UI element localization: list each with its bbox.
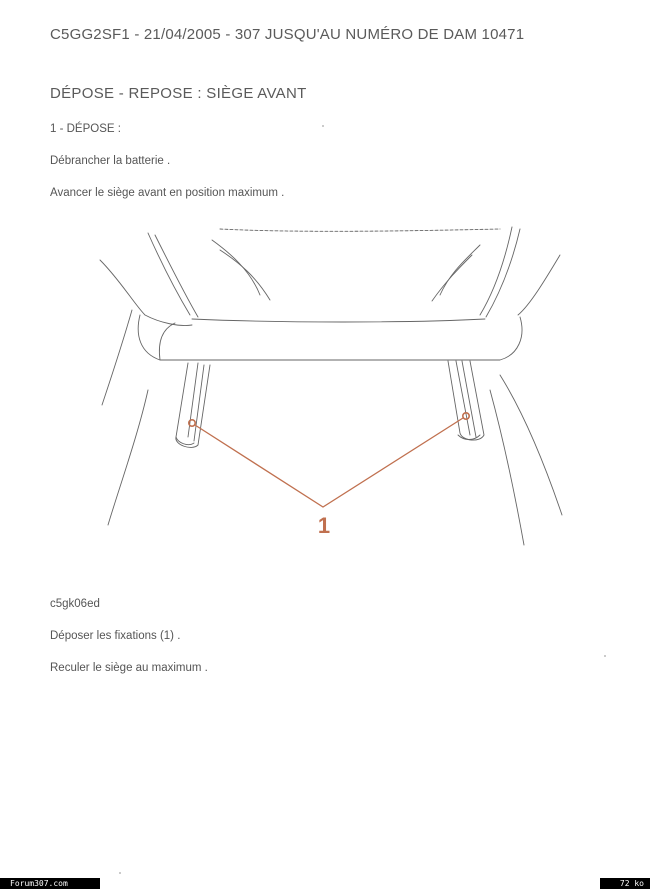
step-text: Avancer le siège avant en position maximum . [50,187,285,199]
callout-fixations [189,413,469,538]
scan-speck [604,655,606,657]
seat-illustration [80,215,580,555]
step-text: Déposer les fixations (1) . [50,630,181,642]
scan-speck [119,872,121,874]
seat-drawing [80,215,580,555]
step-text: Reculer le siège au maximum . [50,662,208,674]
footer-site-label: Forum307.com [0,878,100,889]
callout-number: 1 [317,513,331,538]
figure-reference: c5gk06ed [50,598,100,610]
scan-speck [322,125,324,127]
document-header: C5GG2SF1 - 21/04/2005 - 307 JUSQU'AU NUMÉRO DE DAM 10471 [50,26,525,43]
footer-file-size: 72 ko [600,878,650,889]
document-title: DÉPOSE - REPOSE : SIÈGE AVANT [50,85,307,102]
step-text: Débrancher la batterie . [50,155,171,167]
section-heading: 1 - DÉPOSE : [50,123,121,135]
